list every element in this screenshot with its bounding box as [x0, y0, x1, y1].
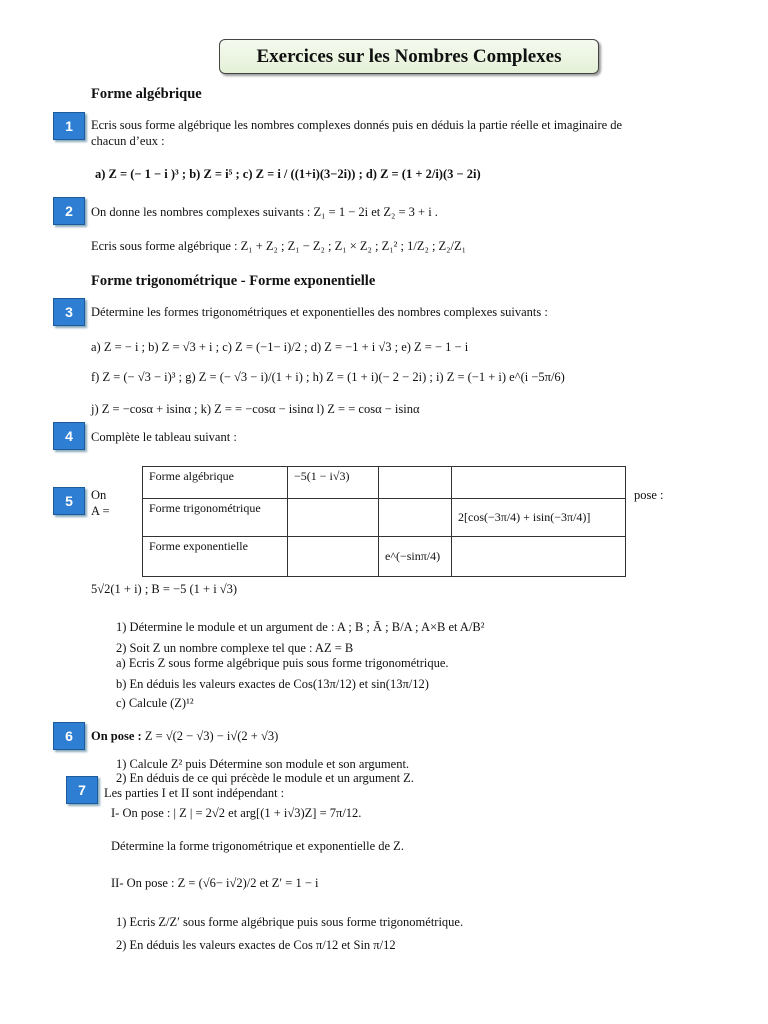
ex5-question-a: a) Ecris Z sous forme algébrique puis sous forme trigonométrique. — [116, 656, 449, 670]
ex5-on: On — [91, 488, 107, 502]
section-trig-heading: Forme trigonométrique - Forme exponentielle — [91, 273, 376, 289]
ex5-question-c: c) Calcule (Z)¹² — [116, 696, 194, 710]
ex1-instruction-line2: chacun d’eux : — [91, 134, 165, 148]
exercise-number-5: 5 — [53, 487, 85, 515]
table-row — [143, 499, 626, 537]
table-cell — [288, 499, 379, 537]
table-row-label: Forme trigonométrique — [143, 499, 288, 537]
ex5-pose: pose : — [634, 488, 664, 502]
exercise-number-4: 4 — [53, 422, 85, 450]
ex7-part1: I- On pose : | Z | = 2√2 et arg[(1 + i√3)Z] = 7π/12. — [111, 806, 362, 820]
ex5-question-1: 1) Détermine le module et un argument de : A ; B ; Ā ; B/A ; A×B et A/B² — [116, 620, 485, 634]
table-cell — [452, 467, 626, 499]
ex7-part2: II- On pose : Z = (√6− i√2)/2 et Z′ = 1 − i — [111, 876, 319, 890]
table-cell: 2[cos(−3π/4) + isin(−3π/4)] — [452, 499, 626, 537]
ex1-items: a) Z = (− 1 − i )³ ; b) Z = i⁵ ; c) Z = i / ((1+i)(3−2i)) ; d) Z = (1 + 2/i)(3 − 2i) — [95, 167, 481, 181]
exercise-number-2: 2 — [53, 197, 85, 225]
ex5-question-2: 2) Soit Z un nombre complexe tel que : AZ = B — [116, 641, 354, 655]
ex5-a-b-values: 5√2(1 + i) ; B = −5 (1 + i √3) — [91, 582, 238, 596]
ex2-statement: On donne les nombres complexes suivants : Z₁ = 1 − 2i et Z₂ = 3 + i . — [91, 205, 438, 219]
section-algebraic-heading: Forme algébrique — [91, 86, 202, 102]
ex3-items-j-l: j) Z = −cosα + isinα ; k) Z = = −cosα − isinα l) Z = = cosα − isinα — [91, 402, 420, 416]
table-cell — [379, 499, 452, 537]
table-cell: e^(−sinπ/4) — [379, 537, 452, 577]
ex3-instruction: Détermine les formes trigonométriques et exponentielles des nombres complexes suivants : — [91, 305, 548, 319]
ex7-question-2: 2) En déduis les valeurs exactes de Cos π/12 et Sin π/12 — [116, 938, 396, 952]
table-row-label: Forme exponentielle — [143, 537, 288, 577]
exercise-number-6: 6 — [53, 722, 85, 750]
exercise-number-1: 1 — [53, 112, 85, 140]
table-cell — [379, 467, 452, 499]
table-cell: −5(1 − i√3) — [288, 467, 379, 499]
ex7-part1-question: Détermine la forme trigonométrique et exponentielle de Z. — [111, 839, 404, 853]
forms-table — [142, 466, 626, 577]
ex6-pose — [91, 729, 278, 744]
ex6-pose-expression: Z = √(2 − √3) − i√(2 + √3) — [141, 729, 279, 743]
ex4-instruction: Complète le tableau suivant : — [91, 430, 237, 444]
ex6-pose-label: On pose : — [91, 729, 142, 743]
ex7-intro: Les parties I et II sont indépendant : — [104, 786, 285, 800]
ex1-instruction-line1: Ecris sous forme algébrique les nombres complexes donnés puis en déduis la partie réelle et imaginaire de — [91, 118, 623, 132]
table-row — [143, 537, 626, 577]
table-cell — [288, 537, 379, 577]
ex3-items-f-i: f) Z = (− √3 − i)³ ; g) Z = (− √3 − i)/(1 + i) ; h) Z = (1 + i)(− 2 − 2i) ; i) Z = (−1 + i) e^(i −5π/6) — [91, 370, 565, 384]
exercise-number-7: 7 — [66, 776, 98, 804]
ex5-question-b: b) En déduis les valeurs exactes de Cos(13π/12) et sin(13π/12) — [116, 677, 429, 691]
table-cell — [452, 537, 626, 577]
table-row — [143, 467, 626, 499]
ex3-items-a-e: a) Z = − i ; b) Z = √3 + i ; c) Z = (−1− i)/2 ; d) Z = −1 + i √3 ; e) Z = − 1 − i — [91, 340, 469, 354]
exercise-number-3: 3 — [53, 298, 85, 326]
ex5-a-equals: A = — [91, 504, 110, 518]
ex6-question-2: 2) En déduis de ce qui précède le module et un argument Z. — [116, 771, 414, 785]
page-title: Exercices sur les Nombres Complexes — [219, 39, 599, 74]
table-row-label: Forme algébrique — [143, 467, 288, 499]
ex2-question: Ecris sous forme algébrique : Z₁ + Z₂ ; Z₁ − Z₂ ; Z₁ × Z₂ ; Z₁² ; 1/Z₂ ; Z₂/Z₁ — [91, 239, 466, 253]
ex6-question-1: 1) Calcule Z² puis Détermine son module et son argument. — [116, 757, 410, 771]
ex7-question-1: 1) Ecris Z/Z′ sous forme algébrique puis sous forme trigonométrique. — [116, 915, 464, 929]
